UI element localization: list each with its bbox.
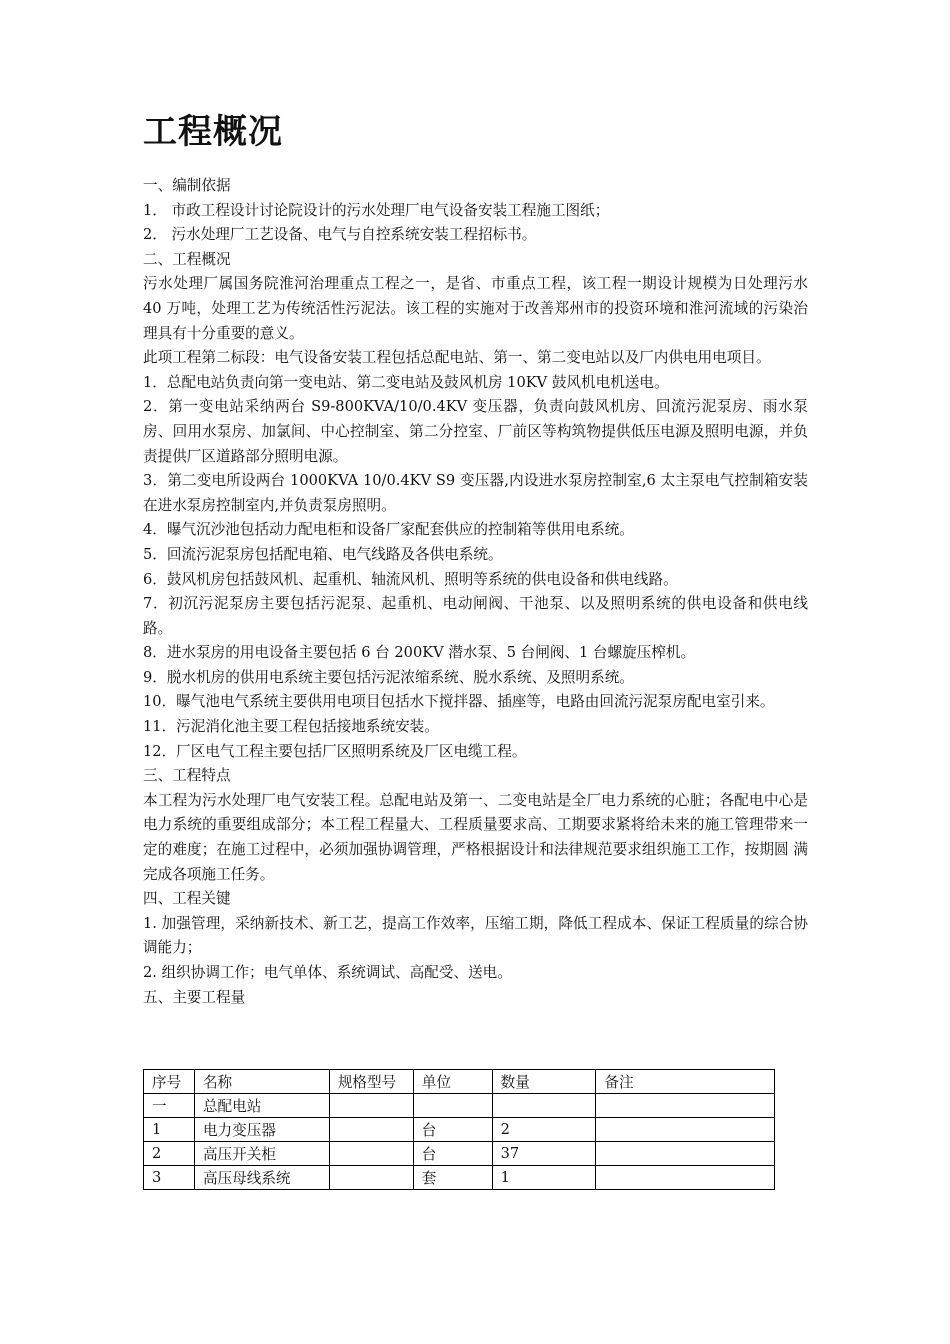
table-row — [144, 1142, 775, 1166]
table-cell: 套 — [413, 1166, 492, 1190]
table-cell: 高压开关柜 — [194, 1142, 329, 1166]
table-cell: 37 — [492, 1142, 596, 1166]
document-body — [143, 174, 808, 1010]
section-heading: 一、编制依据 — [143, 177, 231, 194]
list-item: 4．曝气沉沙池包括动力配电柜和设备厂家配套供应的控制箱等供用电系统。 — [143, 521, 634, 539]
paragraph: 污水处理厂属国务院淮河治理重点工程之一，是省、市重点工程，该工程一期设计规模为日处理污水 40 万吨，处理工艺为传统活性污泥法。该工程的实施对于改善郑州市的投资环境和淮河流域的污染治理具有十分重要的意义。 — [143, 275, 808, 342]
table-row — [144, 1166, 775, 1190]
paragraph: 此项工程第二标段：电气设备安装工程包括总配电站、第一、第二变电站以及厂内供电用电项目。 — [143, 349, 771, 367]
list-item: 2. 组织协调工作；电气单体、系统调试、高配受、送电。 — [143, 964, 512, 981]
table-cell: 一 — [144, 1094, 195, 1118]
table-cell: 2 — [144, 1142, 195, 1166]
table-cell — [596, 1094, 775, 1118]
section-heading: 二、工程概况 — [143, 250, 231, 268]
table-header-cell: 数量 — [492, 1070, 596, 1094]
table-cell: 1 — [144, 1118, 195, 1142]
table-header-cell: 备注 — [596, 1070, 775, 1094]
list-item: 6．鼓风机房包括鼓风机、起重机、轴流风机、照明等系统的供电设备和供电线路。 — [143, 570, 678, 588]
table-header-cell: 名称 — [194, 1070, 329, 1094]
list-item: 3．第二变电所设两台 1000KVA 10/0.4KV S9 变压器,内设进水泵房控制室,6 太主泵电气控制箱安装在进水泵房控制室内,并负责泵房照明。 — [143, 472, 808, 514]
table-cell: 台 — [413, 1142, 492, 1166]
table-header-cell: 序号 — [144, 1070, 195, 1094]
table-cell — [329, 1094, 413, 1118]
list-item: 5．回流污泥泵房包括配电箱、电气线路及各供电系统。 — [143, 545, 503, 563]
list-item: 1．总配电站负责向第一变电站、第二变电站及鼓风机房 10KV 鼓风机电机送电。 — [143, 373, 669, 391]
list-item: 1． 市政工程设计讨论院设计的污水处理厂电气设备安装工程施工图纸； — [143, 201, 610, 219]
list-item: 10．曝气池电气系统主要供用电项目包括水下搅拌器、插座等，电路由回流污泥泵房配电室引来。 — [143, 693, 775, 711]
list-item: 2． 污水处理厂工艺设备、电气与自控系统安装工程招标书。 — [143, 226, 537, 244]
list-item: 8．进水泵房的用电设备主要包括 6 台 200KV 潜水泵、5 台闸阀、1 台螺旋压榨机。 — [143, 644, 696, 662]
table-cell — [413, 1094, 492, 1118]
paragraph: 本工程为污水处理厂电气安装工程。总配电站及第一、二变电站是全厂电力系统的心脏；各配电中心是电力系统的重要组成部分；本工程工程量大、工程质量要求高、工期要求紧将给未来的施工管理带来一定的难度；在施工过程中，必须加强协调管理，严格根据设计和法律规范要求组织施工工作，按期圆 满完成各项施工任务。 — [143, 791, 808, 883]
table-cell: 1 — [492, 1166, 596, 1190]
table-header-cell: 单位 — [413, 1070, 492, 1094]
list-item: 11．污泥消化池主要工程包括接地系统安装。 — [143, 718, 439, 736]
list-item: 1. 加强管理，采纳新技术、新工艺，提高工作效率，压缩工期，降低工程成本、保证工程质量的综合协调能力； — [143, 914, 808, 957]
page-title: 工程概况 — [143, 112, 283, 152]
table-cell — [329, 1118, 413, 1142]
table-header-cell: 规格型号 — [329, 1070, 413, 1094]
table-cell — [329, 1142, 413, 1166]
list-item: 7．初沉污泥泵房主要包括污泥泵、起重机、电动闸阀、干池泵、以及照明系统的供电设备和供电线路。 — [143, 595, 808, 637]
quantity-table — [143, 1069, 775, 1190]
table-cell — [329, 1166, 413, 1190]
list-item: 2．第一变电站采纳两台 S9-800KVA/10/0.4KV 变压器，负责向鼓风机房、回流污泥泵房、雨水泵房、回用水泵房、加氯间、中心控制室、第二分控室、厂前区等构筑物提供低压电源及照明电源，并负责提供厂区道路部分照明电源。 — [143, 398, 808, 465]
table-cell — [596, 1166, 775, 1190]
table-cell: 台 — [413, 1118, 492, 1142]
table-cell — [596, 1142, 775, 1166]
table-cell: 电力变压器 — [194, 1118, 329, 1142]
table-cell: 总配电站 — [194, 1094, 329, 1118]
table-cell: 3 — [144, 1166, 195, 1190]
table-cell — [492, 1094, 596, 1118]
table-cell: 高压母线系统 — [194, 1166, 329, 1190]
list-item: 12．厂区电气工程主要包括厂区照明系统及厂区电缆工程。 — [143, 742, 527, 760]
table-cell — [596, 1118, 775, 1142]
section-heading: 五、主要工程量 — [143, 988, 246, 1006]
table-row — [144, 1094, 775, 1118]
table-row — [144, 1118, 775, 1142]
section-heading: 三、工程特点 — [143, 767, 231, 785]
section-heading: 四、工程关键 — [143, 890, 231, 908]
table-header-row — [144, 1070, 775, 1094]
table-cell: 2 — [492, 1118, 596, 1142]
list-item: 9．脱水机房的供用电系统主要包括污泥浓缩系统、脱水系统、及照明系统。 — [143, 668, 634, 686]
